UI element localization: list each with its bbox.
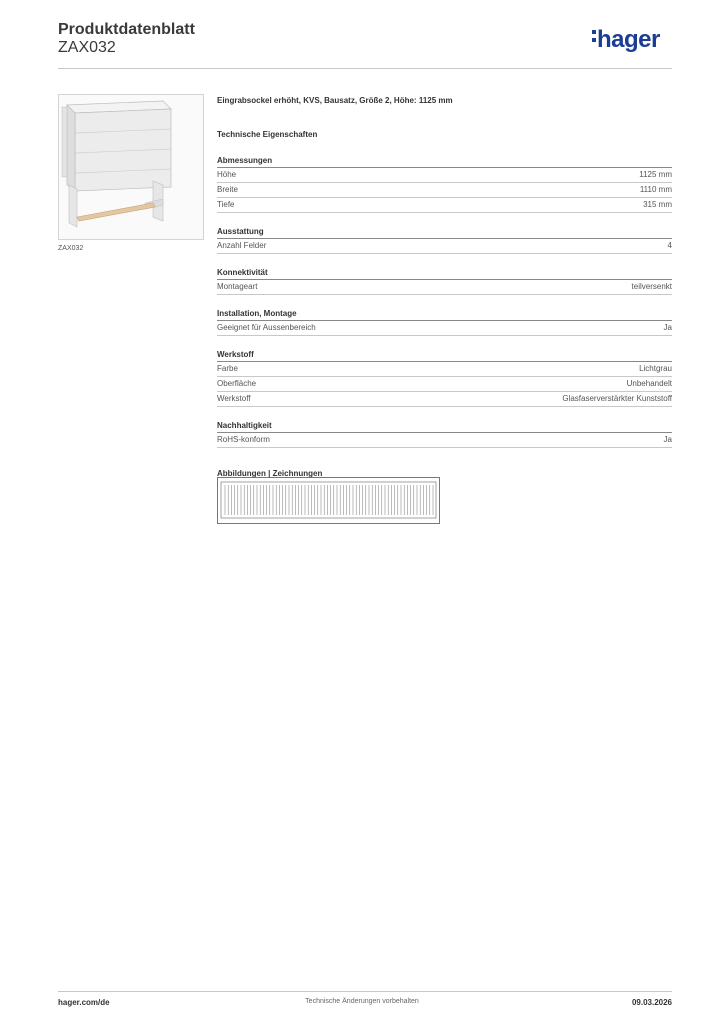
property-row [217,239,672,254]
property-value: 1110 mm [639,185,672,194]
section-title: Technische Eigenschaften [217,130,318,139]
page-title: Produktdatenblatt [58,21,195,38]
group-nachhaltigkeit [217,421,672,448]
property-value: 4 [667,241,672,250]
group-title: Abmessungen [217,156,672,168]
property-value: 315 mm [643,200,672,209]
drawings-title: Abbildungen | Zeichnungen [217,469,323,478]
property-row [217,362,672,377]
property-value: Lichtgrau [639,364,672,373]
property-label: Geeignet für Aussenbereich [217,323,316,332]
product-image [58,94,204,240]
footer-website-link[interactable]: hager.com/de [58,998,110,1007]
property-row [217,198,672,213]
property-value: 1125 mm [639,170,672,179]
footer-notice: Technische Änderungen vorbehalten [305,998,419,1005]
property-label: Werkstoff [217,394,251,403]
logo-colon-icon [592,26,597,45]
property-label: Anzahl Felder [217,241,267,250]
property-row [217,168,672,183]
footer-divider [58,991,672,992]
technical-drawing [217,477,440,524]
property-value: teilversenkt [631,282,672,291]
property-label: Höhe [217,170,237,179]
property-label: Tiefe [217,200,235,209]
property-value: Ja [663,323,672,332]
group-title: Installation, Montage [217,309,672,321]
group-installation-montage [217,309,672,336]
property-row [217,280,672,295]
property-label: Montageart [217,282,258,291]
plinth-illustration [59,95,203,239]
property-value: Glasfaserverstärkter Kunststoff [562,394,672,403]
hager-logo [592,28,660,52]
property-row [217,321,672,336]
property-label: RoHS-konform [217,435,270,444]
property-row [217,433,672,448]
property-label: Farbe [217,364,238,373]
property-row [217,377,672,392]
image-caption: ZAX032 [58,245,84,252]
product-code: ZAX032 [58,39,116,56]
group-konnektivitaet [217,268,672,295]
group-title: Nachhaltigkeit [217,421,672,433]
group-title: Konnektivität [217,268,672,280]
property-value: Unbehandelt [626,379,672,388]
group-abmessungen [217,156,672,213]
group-werkstoff [217,350,672,407]
product-description: Eingrabsockel erhöht, KVS, Bausatz, Größe 2, Höhe: 1125 mm [217,96,453,105]
property-label: Oberfläche [217,379,257,388]
property-row [217,392,672,407]
property-value: Ja [663,435,672,444]
technical-drawing-svg [217,477,440,524]
property-row [217,183,672,198]
footer-date: 09.03.2026 [631,998,672,1007]
header-divider [58,68,672,69]
spec-content [217,96,672,478]
group-title: Werkstoff [217,350,672,362]
property-label: Breite [217,185,238,194]
group-ausstattung [217,227,672,254]
group-title: Ausstattung [217,227,672,239]
logo-text: hager [597,26,660,53]
